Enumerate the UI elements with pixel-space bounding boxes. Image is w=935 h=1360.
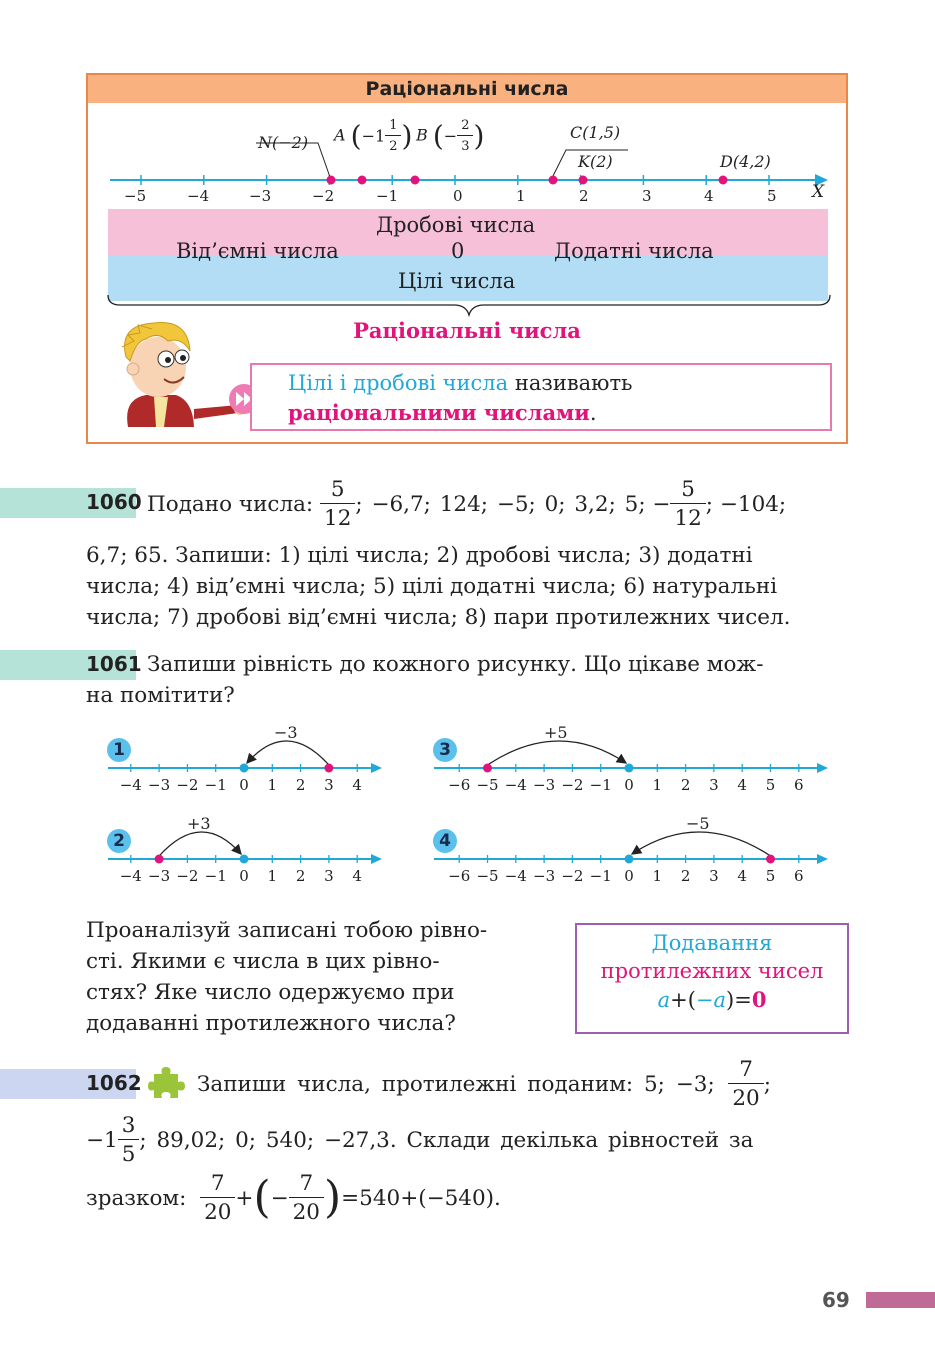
- tick-label: −4: [187, 187, 210, 205]
- tick-label: 3: [324, 776, 334, 794]
- tick-label: 5: [765, 776, 776, 794]
- rule-title-2: протилежних чисел: [600, 959, 824, 983]
- point-d: [719, 176, 728, 185]
- jump-arc: [247, 741, 329, 765]
- label-c: C(1,5): [570, 123, 621, 142]
- tick-label: 4: [737, 776, 747, 794]
- tick-label: 5: [765, 867, 776, 885]
- analysis-line: сті. Якими є числа в цих рівно-: [86, 949, 440, 974]
- tick-label: 0: [239, 867, 249, 885]
- jump-label: +5: [544, 723, 568, 742]
- point-c: [549, 176, 558, 185]
- tick-label: 6: [794, 776, 804, 794]
- axis-name: X: [812, 182, 825, 202]
- start-point: [155, 855, 164, 864]
- ex1062-line-1: Запиши числа, протилежні поданим: 5; −3; $\frac{7}{20}$ ;: [197, 1056, 771, 1111]
- tick-label: 3: [709, 776, 719, 794]
- puzzle-icon: [146, 1064, 186, 1104]
- tick-label: 0: [239, 776, 249, 794]
- definition-line-1: Цілі і дробові числа називають: [288, 371, 633, 395]
- integers-label: Цілі числа: [398, 269, 516, 293]
- tick-label: 1: [652, 867, 663, 885]
- axis-arrow: [371, 763, 382, 773]
- ex1060-line-4: числа; 7) дробові від’ємні числа; 8) пари протилежних чисел.: [86, 605, 791, 630]
- analysis-line: додаванні протилежного числа?: [86, 1011, 456, 1036]
- jump-arc: [632, 832, 771, 856]
- tick-label: 1: [516, 187, 526, 205]
- tick-label: −3: [249, 187, 272, 205]
- jump-label: +3: [187, 814, 211, 833]
- zero-point: [625, 764, 634, 773]
- tick-label: 2: [295, 867, 306, 885]
- axis-arrow: [817, 854, 828, 864]
- tick-label: −1: [589, 867, 612, 885]
- ex1061-line-1: Запиши рівність до кожного рисунку. Що цікаве мож-: [147, 652, 764, 677]
- diagram-number: 2: [107, 829, 131, 853]
- tick-label: −2: [312, 187, 335, 205]
- tick-label: −2: [176, 776, 199, 794]
- analysis-line: стях? Яке число одержуємо при: [86, 980, 455, 1005]
- ex1060-line-3: числа; 4) від’ємні числа; 5) цілі додатні числа; 6) натуральні: [86, 574, 778, 599]
- jump-arc: [488, 741, 627, 765]
- axis-arrow: [371, 854, 382, 864]
- box-title: Раціональні числа: [88, 75, 846, 103]
- tick-label: −2: [561, 776, 584, 794]
- tick-label: 6: [794, 867, 804, 885]
- tick-label: −4: [504, 867, 527, 885]
- tick-label: −4: [504, 776, 527, 794]
- ex1060-line-1: Подано числа: $\frac{5}{12}$ ; −6,7; 124; −5; 0; 3,2; 5; − $\frac{5}{12}$ ; −104;: [147, 476, 787, 531]
- negative-label: Від’ємні числа: [176, 239, 339, 263]
- rule-box: [575, 923, 849, 1034]
- tick-label: −3: [533, 867, 556, 885]
- tick-label: 3: [324, 867, 334, 885]
- tick-label: 2: [295, 776, 306, 794]
- zero-point: [240, 855, 249, 864]
- tick-label: −2: [176, 867, 199, 885]
- ex1061-line-2: на помітити?: [86, 683, 235, 708]
- point-b: [411, 176, 420, 185]
- diagram-number: 4: [433, 829, 457, 853]
- start-point: [483, 764, 492, 773]
- number-line-1: [106, 738, 386, 802]
- tick-label: 4: [352, 867, 362, 885]
- tick-label: 4: [352, 776, 362, 794]
- ex1060-line-2: 6,7; 65. Запиши: 1) цілі числа; 2) дробові числа; 3) додатні: [86, 543, 753, 568]
- tick-label: 4: [704, 187, 714, 205]
- tick-label: 0: [624, 867, 634, 885]
- rule-title-1: Додавання: [651, 931, 773, 955]
- tick-label: −6: [448, 776, 471, 794]
- label-n: N(−2): [258, 133, 309, 152]
- jump-label: −3: [274, 723, 298, 742]
- tick-label: −5: [476, 776, 499, 794]
- tick-label: 1: [267, 776, 278, 794]
- tick-label: −1: [376, 187, 399, 205]
- rational-numbers-box: [86, 73, 848, 444]
- number-line-2: [106, 829, 386, 893]
- rational-caption: Раціональні числа: [353, 318, 581, 343]
- zero-point: [240, 764, 249, 773]
- diagram-number: 1: [107, 738, 131, 762]
- jump-label: −5: [686, 814, 710, 833]
- tick-label: −1: [204, 867, 227, 885]
- label-b: B (− $\frac{2}{3}$ ): [416, 118, 485, 154]
- zero-label: 0: [451, 239, 465, 263]
- start-point: [766, 855, 775, 864]
- tick-label: −3: [148, 867, 171, 885]
- ex1062-line-2: −1 $\frac{3}{5}$ ; 89,02; 0; 540; −27,3. Склади декілька рівностей за: [86, 1112, 754, 1167]
- tick-label: 2: [579, 187, 589, 205]
- label-d: D(4,2): [720, 152, 771, 171]
- rule-formula: a+(−a)=0: [657, 987, 767, 1012]
- ex1062-line-3: зразком: $\frac{7}{20}$ + ( − $\frac{7}{20}$ ) =540+(−540).: [86, 1170, 501, 1225]
- tick-label: 0: [453, 187, 463, 205]
- definition-box: [250, 363, 832, 431]
- tick-label: −1: [204, 776, 227, 794]
- tick-label: 3: [642, 187, 652, 205]
- tick-label: −4: [119, 776, 142, 794]
- boy-illustration-icon: [98, 317, 248, 445]
- positive-label: Додатні числа: [554, 239, 714, 263]
- number-line-3: [432, 738, 832, 802]
- exercise-number: 1060: [86, 490, 142, 514]
- definition-line-2: раціональними числами.: [288, 400, 597, 425]
- tick-label: −1: [589, 776, 612, 794]
- tick-label: 5: [767, 187, 777, 205]
- analysis-line: Проаналізуй записані тобою рівно-: [86, 918, 488, 943]
- exercise-number: 1061: [86, 652, 142, 676]
- tick-label: −3: [148, 776, 171, 794]
- tick-label: 3: [709, 867, 719, 885]
- zero-point: [625, 855, 634, 864]
- start-point: [324, 764, 333, 773]
- tick-label: −6: [448, 867, 471, 885]
- tick-label: 2: [680, 776, 691, 794]
- fractional-label: Дробові числа: [376, 213, 536, 237]
- page-number: 69: [822, 1288, 850, 1312]
- axis-arrow: [817, 763, 828, 773]
- tick-label: −2: [561, 867, 584, 885]
- point-a: [358, 176, 367, 185]
- label-a: A (−1 $\frac{1}{2}$ ): [334, 118, 413, 154]
- tick-label: −4: [119, 867, 142, 885]
- tick-label: −5: [124, 187, 147, 205]
- point-n: [327, 176, 336, 185]
- number-line-4: [432, 829, 832, 893]
- tick-label: 1: [267, 867, 278, 885]
- tick-label: 0: [624, 776, 634, 794]
- tick-label: 2: [680, 867, 691, 885]
- tick-label: 1: [652, 776, 663, 794]
- page-bar: [866, 1292, 935, 1308]
- brace-icon: [106, 293, 832, 319]
- jump-arc: [159, 832, 241, 856]
- tick-label: −3: [533, 776, 556, 794]
- label-k: K(2): [578, 152, 613, 171]
- tick-label: −5: [476, 867, 499, 885]
- tick-label: 4: [737, 867, 747, 885]
- point-k: [579, 176, 588, 185]
- exercise-number: 1062: [86, 1071, 142, 1095]
- diagram-number: 3: [433, 738, 457, 762]
